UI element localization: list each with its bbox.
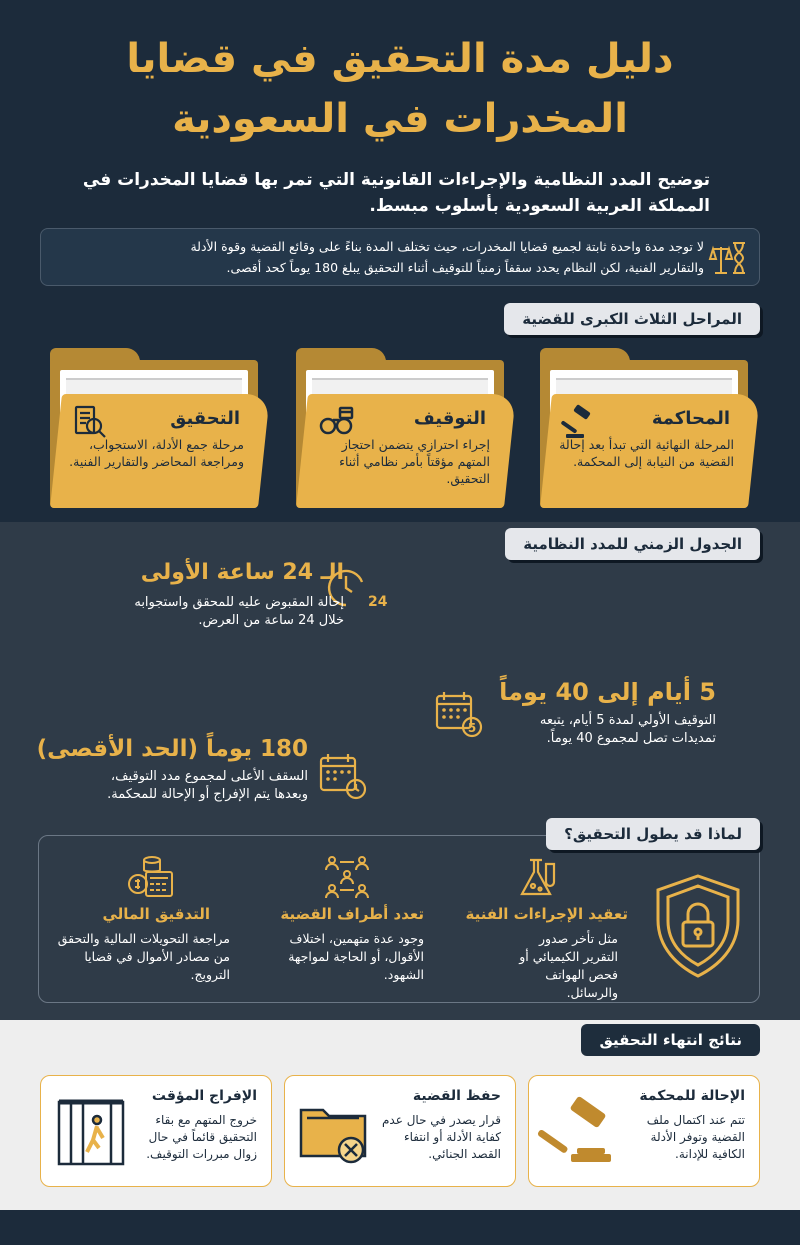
subtitle-line1: توضيح المدد النظامية والإجراءات القانونية التي تمر بها قضايا المخدرات في [82,170,710,190]
timeline-desc-5-40-1: التوقيف الأولي لمدة 5 أيام، يتبعه [539,713,716,728]
clock-24-label: 24 [368,594,388,610]
why-desc-parties: وجود عدة متهمين، اختلاف الأقوال، أو الحاجة لمواجهة الشهود. [288,931,424,982]
stage-title-trial: المحاكمة [651,408,730,429]
stage-card-trial [540,348,748,508]
timeline-desc-180-2: وبعدها يتم الإفراج أو الإحالة للمحكمة. [107,787,308,802]
intro-note [40,228,760,286]
stage-title-detention: التوقيف [413,408,486,429]
result-card-referral [528,1075,760,1187]
lab-flask-icon [516,856,556,900]
result-desc-closure: قرار يصدر في حال عدم كفاية الأدلة أو انتفاء القصد الجنائي. [381,1113,501,1161]
why-title-parties: تعدد أطراف القضية [280,905,424,923]
stage-desc-investigation: مرحلة جمع الأدلة، الاستجواب، ومراجعة المحاضر والتقارير الفنية. [69,437,244,469]
result-title-closure: حفظ القضية [412,1088,501,1104]
intro-note-line1: لا توجد مدة واحدة ثابتة لجميع قضايا المخدرات، حيث تختلف المدة بناءً على وقائع القضية وقوة الأدلة [190,239,704,254]
why-title-technical: تعقيد الإجراءات الفنية [465,905,628,923]
timeline-title-5-40: 5 أيام إلى 40 يوماً [499,678,716,706]
gavel-icon [562,404,598,440]
people-network-icon [322,854,372,900]
why-title-financial: التدقيق المالي [102,905,210,923]
calendar-clock-icon [318,752,368,802]
stage-desc-trial: المرحلة النهائية التي تبدأ بعد إحالة القضية من النيابة إلى المحكمة. [559,437,734,469]
timeline-title-180: 180 يوماً (الحد الأقصى) [36,736,308,762]
footer-band [0,1210,800,1245]
stage-desc-detention: إجراء احترازي يتضمن احتجاز المتهم مؤقتاً بأمر نظامي أثناء التحقيق. [339,437,490,486]
timeline-desc-180-1: السقف الأعلى لمجموع مدد التوقيف، [110,769,308,784]
result-title-referral: الإحالة للمحكمة [639,1088,745,1104]
calendar-5-icon [434,690,484,740]
calendar-5-label: 5 [467,721,477,735]
stage-card-detention [296,348,504,508]
timeline-heading: الجدول الزمني للمدد النظامية [505,528,760,560]
subtitle-line2: المملكة العربية السعودية بأسلوب مبسط. [369,196,710,216]
result-desc-release: خروج المتهم مع بقاء التحقيق قائماً في حال زوال مبررات التوقيف. [146,1113,257,1161]
folder-x-icon [297,1098,373,1168]
document-search-icon [72,404,108,440]
timeline-title-24h: الـ 24 ساعة الأولى [140,560,344,585]
why-heading: لماذا قد يطول التحقيق؟ [546,818,760,850]
result-title-release: الإفراج المؤقت [151,1088,257,1104]
coins-calculator-icon [126,852,176,898]
page-title-line2: المخدرات في السعودية [172,96,628,142]
result-card-closure [284,1075,516,1187]
shield-lock-icon [650,872,746,980]
timeline-desc-24h-1: إحالة المقبوض عليه للمحقق واستجوابه [134,595,344,610]
intro-note-line2: والتقارير الفنية، لكن النظام يحدد سقفاً زمنياً للتوقيف أثناء التحقيق يبلغ 180 يوماً كحد أقصى. [226,260,704,275]
result-desc-referral: تتم عند اكتمال ملف القضية وتوفر الأدلة الكافية للإدانة. [646,1113,745,1161]
timeline-desc-24h-2: خلال 24 ساعة من العرض. [198,613,344,628]
why-desc-financial: مراجعة التحويلات المالية والتحقق من مصادر الأموال في قضايا الترويج. [57,931,230,982]
results-heading: نتائج انتهاء التحقيق [581,1024,760,1056]
result-card-release [40,1075,272,1187]
timeline-desc-5-40-2: تمديدات تصل لمجموع 40 يوماً. [546,731,716,746]
stages-heading: المراحل الثلاث الكبرى للقضية [504,303,760,335]
page-title-line1: دليل مدة التحقيق في قضايا [126,36,674,82]
why-desc-technical: مثل تأخر صدور التقرير الكيميائي أو فحص الهواتف والرسائل. [519,931,618,1000]
handcuffs-icon [318,404,354,440]
stage-card-investigation [50,348,258,508]
gavel-icon [541,1098,617,1168]
hourglass-scale-icon [709,239,749,277]
stage-title-investigation: التحقيق [170,408,240,429]
prison-exit-icon [53,1098,129,1168]
